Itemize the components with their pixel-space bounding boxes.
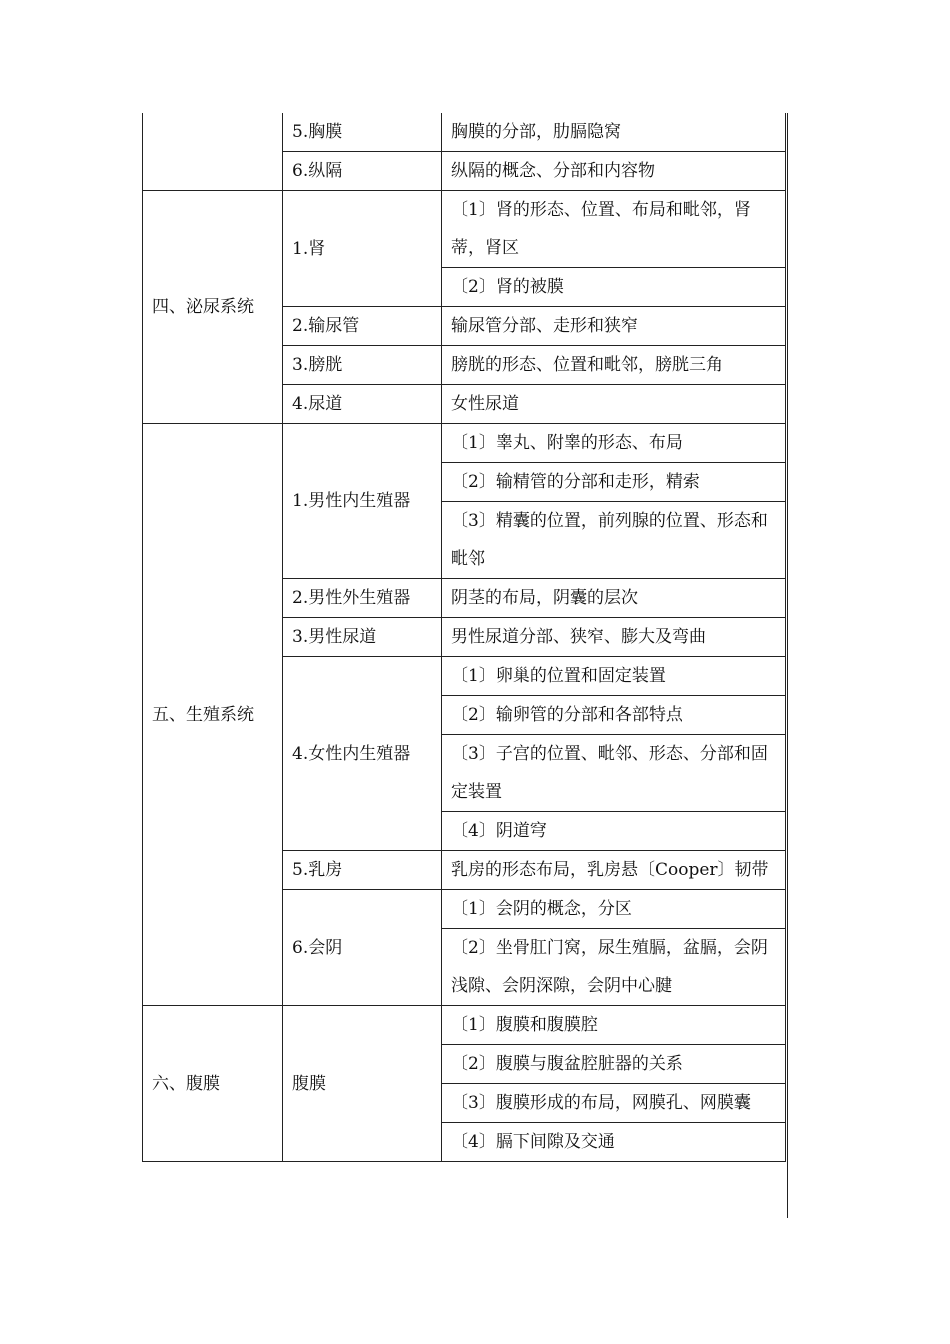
topic-cell: 4.女性内生殖器: [283, 657, 442, 851]
syllabus-table: [142, 113, 786, 1162]
content-cell: 膀胱的形态、位置和毗邻，膀胱三角: [442, 346, 786, 385]
content-cell: 〔4〕膈下间隙及交通: [442, 1123, 786, 1162]
content-cell: 〔4〕阴道穹: [442, 812, 786, 851]
content-cell: 乳房的形态布局，乳房悬〔Cooper〕韧带: [442, 851, 786, 890]
topic-cell: 3.膀胱: [283, 346, 442, 385]
content-cell: 〔2〕输卵管的分部和各部特点: [442, 696, 786, 735]
table-row: [143, 424, 786, 463]
topic-cell: 4.尿道: [283, 385, 442, 424]
topic-cell: 3.男性尿道: [283, 618, 442, 657]
section-cell: [143, 113, 283, 191]
table-right-rule: [787, 113, 788, 1218]
content-cell: 〔3〕子宫的位置、毗邻、形态、分部和固定装置: [442, 735, 786, 812]
content-cell: 〔2〕肾的被膜: [442, 268, 786, 307]
content-cell: 〔3〕精囊的位置，前列腺的位置、形态和毗邻: [442, 502, 786, 579]
topic-cell: 腹膜: [283, 1006, 442, 1162]
table-row: [143, 191, 786, 268]
content-cell: 胸膜的分部，肋膈隐窝: [442, 113, 786, 152]
content-cell: 〔1〕卵巢的位置和固定装置: [442, 657, 786, 696]
content-cell: 〔2〕输精管的分部和走形，精索: [442, 463, 786, 502]
section-cell: 四、泌尿系统: [143, 191, 283, 424]
section-cell: 五、生殖系统: [143, 424, 283, 1006]
content-cell: 男性尿道分部、狭窄、膨大及弯曲: [442, 618, 786, 657]
topic-cell: 5.乳房: [283, 851, 442, 890]
content-cell: 输尿管分部、走形和狭窄: [442, 307, 786, 346]
topic-cell: 1.男性内生殖器: [283, 424, 442, 579]
topic-cell: 2.男性外生殖器: [283, 579, 442, 618]
topic-cell: 6.会阴: [283, 890, 442, 1006]
topic-cell: 1.肾: [283, 191, 442, 307]
content-cell: 纵隔的概念、分部和内容物: [442, 152, 786, 191]
content-cell: 女性尿道: [442, 385, 786, 424]
content-cell: 〔1〕腹膜和腹膜腔: [442, 1006, 786, 1045]
content-cell: 〔1〕会阴的概念，分区: [442, 890, 786, 929]
content-cell: 〔2〕腹膜与腹盆腔脏器的关系: [442, 1045, 786, 1084]
content-cell: 〔2〕坐骨肛门窝，尿生殖膈，盆膈，会阴浅隙、会阴深隙，会阴中心腱: [442, 929, 786, 1006]
topic-cell: 6.纵隔: [283, 152, 442, 191]
content-cell: 阴茎的布局，阴囊的层次: [442, 579, 786, 618]
content-cell: 〔1〕睾丸、附睾的形态、布局: [442, 424, 786, 463]
table-row: [143, 113, 786, 152]
table-row: [143, 1006, 786, 1045]
section-cell: 六、腹膜: [143, 1006, 283, 1162]
topic-cell: 5.胸膜: [283, 113, 442, 152]
content-cell: 〔1〕肾的形态、位置、布局和毗邻，肾蒂，肾区: [442, 191, 786, 268]
content-cell: 〔3〕腹膜形成的布局，网膜孔、网膜囊: [442, 1084, 786, 1123]
topic-cell: 2.输尿管: [283, 307, 442, 346]
